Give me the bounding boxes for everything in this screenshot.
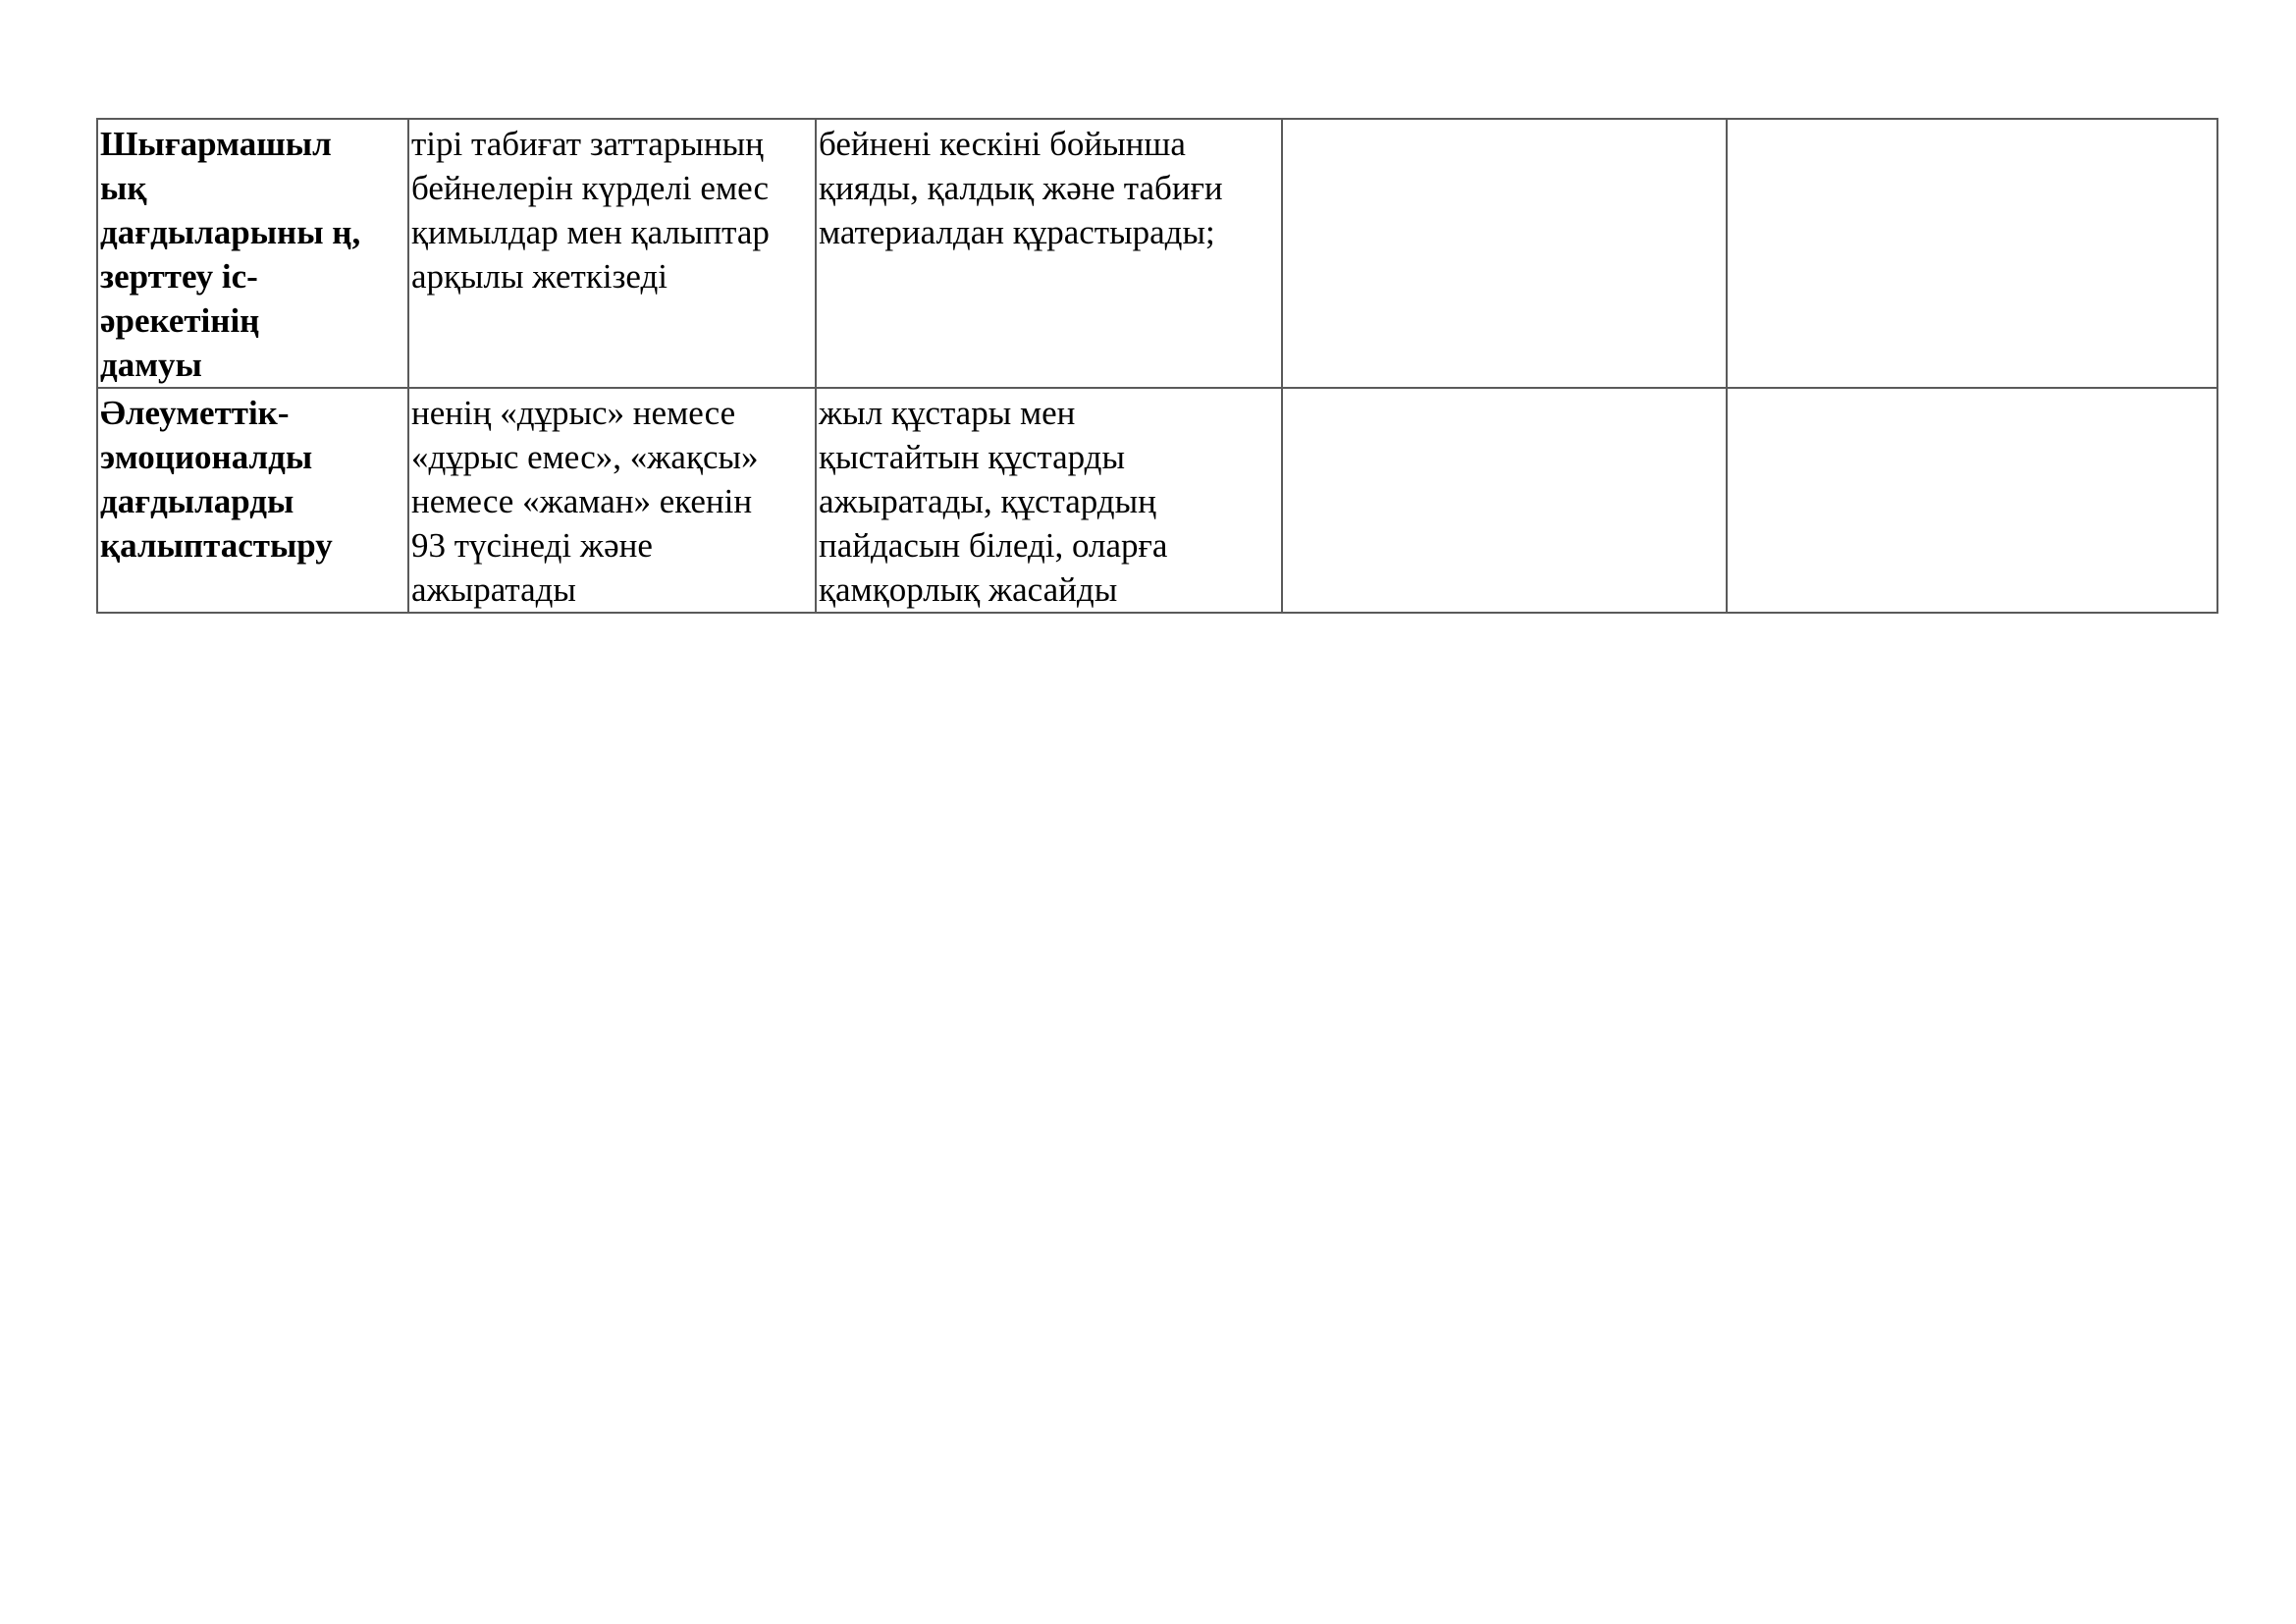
table-row xyxy=(97,388,2217,613)
skills-table xyxy=(96,118,2218,614)
description-cell: тірі табиғат заттарының бейнелерін күрделі емес қимылдар мен қалыптар арқылы жеткізеді xyxy=(408,119,816,388)
description-cell: жыл құстары мен қыстайтын құстарды ажыратады, құстардың пайдасын біледі, оларға қамқорлық жасайды xyxy=(816,388,1282,613)
description-cell: бейнені кескіні бойынша қияды, қалдық және табиғи материалдан құрастырады; xyxy=(816,119,1282,388)
table-row xyxy=(97,119,2217,388)
area-cell: Шығармашыл ық дағдыларыны ң, зерттеу іс- әрекетінің дамуы xyxy=(97,119,408,388)
empty-cell xyxy=(1282,119,1727,388)
empty-cell xyxy=(1727,119,2217,388)
area-cell: Әлеуметтік- эмоционалды дағдыларды қалыптастыру xyxy=(97,388,408,613)
empty-cell xyxy=(1282,388,1727,613)
empty-cell xyxy=(1727,388,2217,613)
description-cell: ненің «дұрыс» немесе «дұрыс емес», «жақсы» немесе «жаман» екенін 93 түсінеді және ажыратады xyxy=(408,388,816,613)
